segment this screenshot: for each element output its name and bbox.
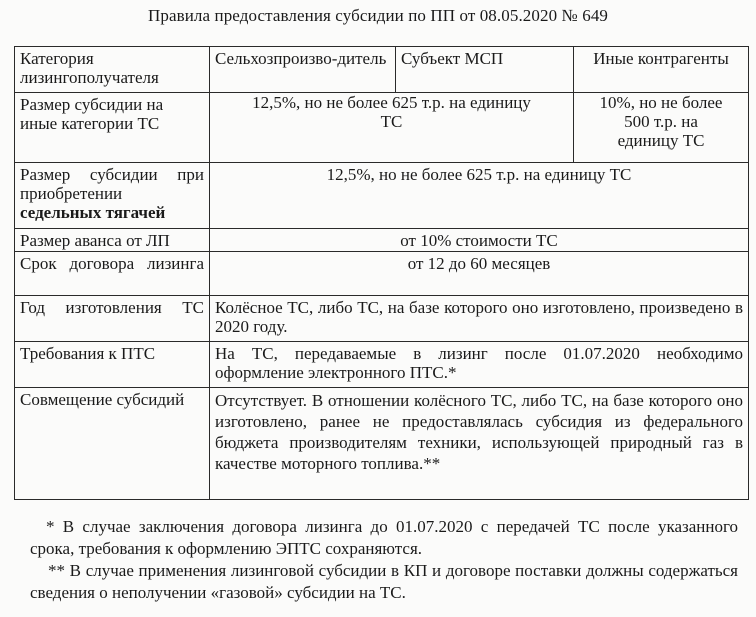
table-row-advance — [15, 229, 749, 252]
table-row-subsidy-tractors — [15, 163, 749, 229]
row-label-advance: Размер аванса от ЛП — [15, 229, 210, 252]
cell-advance: от 10% стоимости ТС — [210, 229, 749, 252]
cell-subsidy-agri-msp: 12,5%, но не более 625 т.р. на единицу ТС — [210, 93, 574, 163]
table-header-row — [15, 47, 749, 93]
row-label-pts: Требования к ПТС — [15, 342, 210, 388]
row-label-subsidy-tractors — [15, 163, 210, 229]
header-category: Категория лизингополучателя — [15, 47, 210, 93]
row-label-year — [15, 296, 210, 342]
row-label-term — [15, 252, 210, 296]
row-label-subsidy-tractors-text: Размер субсидии при приобретении — [20, 165, 204, 203]
cell-pts: На ТС, передаваемые в лизинг после 01.07.2020 необходимо оформление электронного ПТС.* — [210, 342, 749, 388]
header-agri-producer: Сельхозпроизво-дитель — [210, 47, 396, 93]
cell-subsidy-other: 10%, но не более 500 т.р. на единицу ТС — [574, 93, 749, 163]
footnotes — [30, 516, 738, 604]
row-label-year-text: Год изготовления ТС — [20, 298, 204, 317]
header-other-counterparties: Иные контрагенты — [574, 47, 749, 93]
row-label-tractors-bold: седельных тягачей — [20, 203, 166, 222]
table-row-subsidy-other — [15, 93, 749, 163]
cell-term: от 12 до 60 месяцев — [210, 252, 749, 296]
header-msp-entity: Субъект МСП — [396, 47, 574, 93]
table-row-pts — [15, 342, 749, 388]
subsidy-rules-table — [14, 46, 749, 500]
table-row-year — [15, 296, 749, 342]
cell-combination: Отсутствует. В отношении колёсного ТС, либо ТС, на базе которого оно изготовлено, ранее не предоставлялась субсидия из федерального бюджета производителям техники, использующей природный газ в качестве моторного топлива.** — [210, 388, 749, 500]
cell-subsidy-tractors: 12,5%, но не более 625 т.р. на единицу ТС — [210, 163, 749, 229]
document-title: Правила предоставления субсидии по ПП от 08.05.2020 № 649 — [147, 6, 609, 25]
row-label-term-text: Срок договора лизинга — [20, 254, 204, 273]
row-label-combination: Совмещение субсидий — [15, 388, 210, 500]
row-label-subsidy-other: Размер субсидии на иные категории ТС — [15, 93, 210, 163]
table-row-combination — [15, 388, 749, 500]
cell-year: Колёсное ТС, либо ТС, на базе которого оно изготовлено, произведено в 2020 году. — [210, 296, 749, 342]
footnote-2: ** В случае применения лизинговой субсидии в КП и договоре поставки должны содержаться сведения о неполучении «газовой» субсидии на ТС. — [30, 561, 738, 602]
table-row-term — [15, 252, 749, 296]
footnote-1: * В случае заключения договора лизинга до 01.07.2020 с передачей ТС после указанного срока, требования к оформлению ЭПТС сохраняются. — [30, 517, 738, 558]
